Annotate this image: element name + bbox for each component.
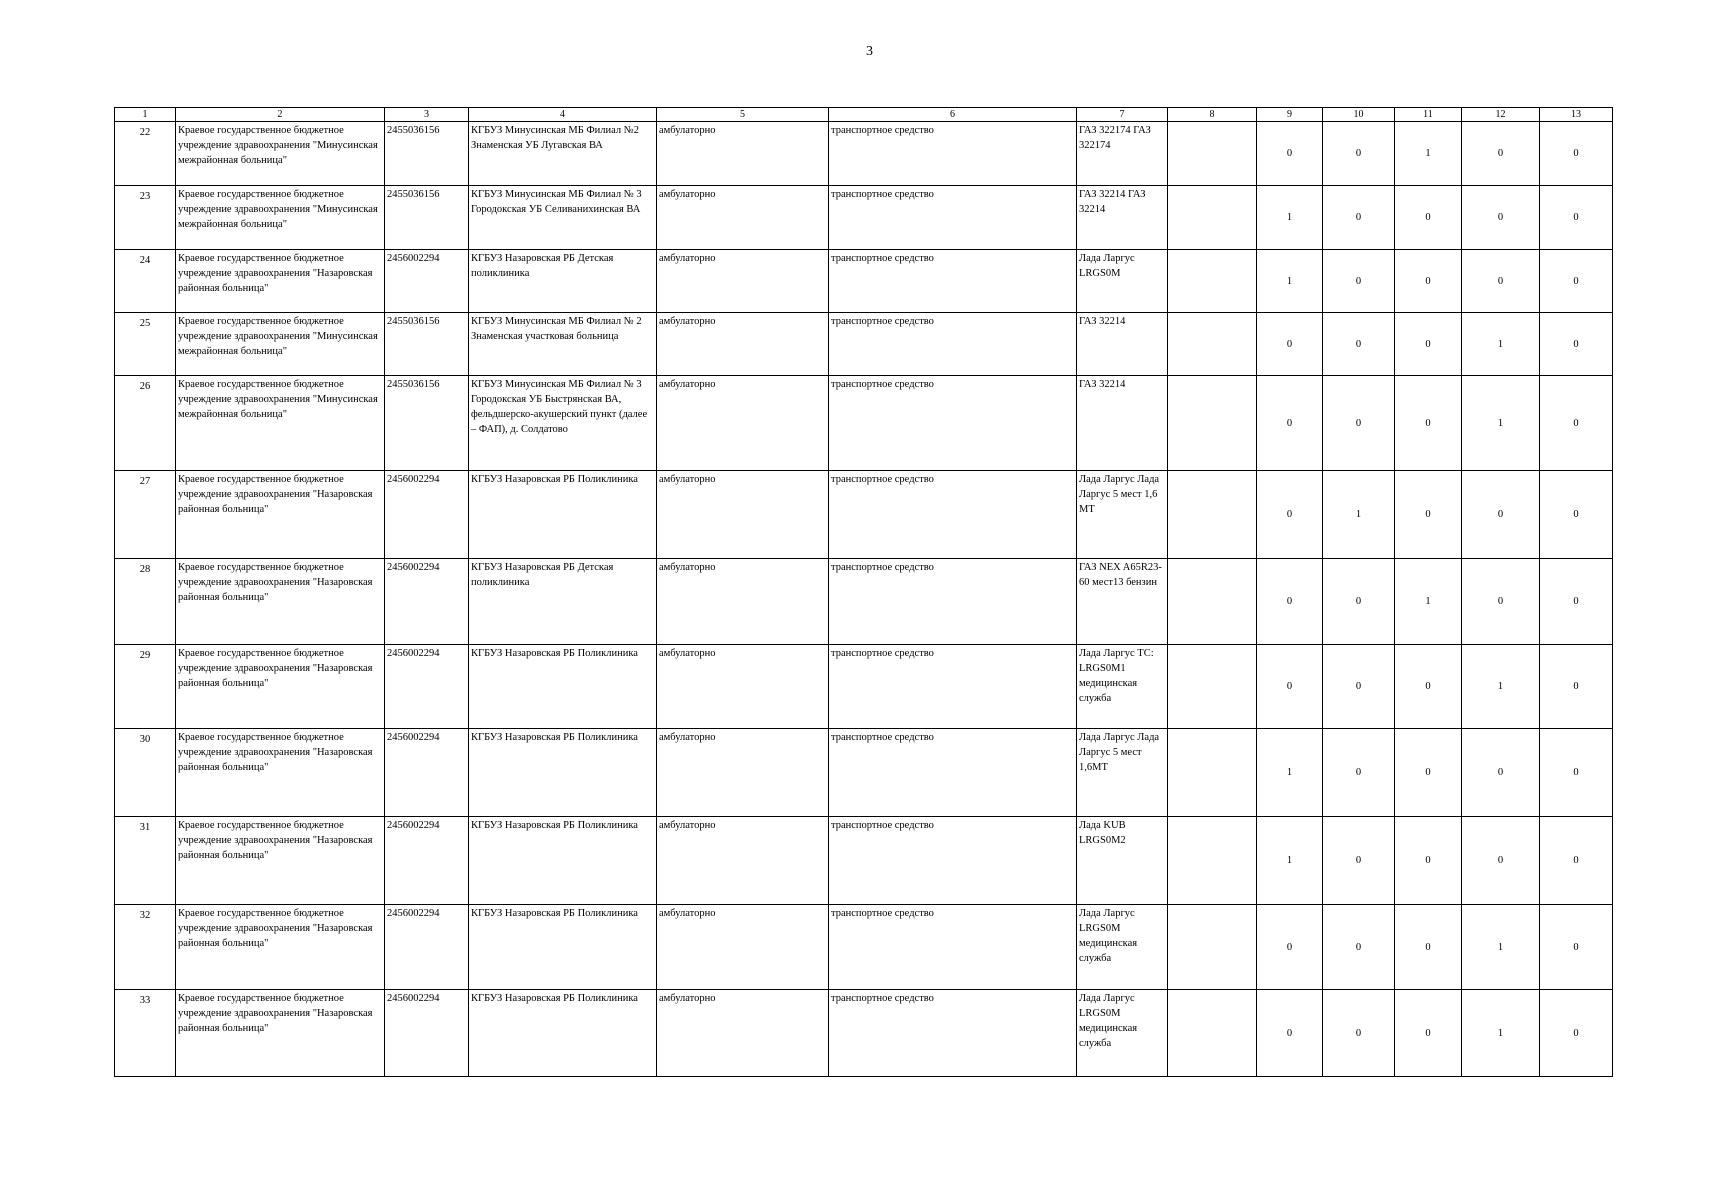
column-10-cell: 0 [1323, 313, 1395, 376]
vehicle-cell: Лада KUB LRGS0M2 [1077, 817, 1168, 905]
column-8-cell [1168, 729, 1257, 817]
column-11-cell: 0 [1395, 313, 1462, 376]
register-table-container [114, 107, 1613, 1077]
row-number: 24 [115, 250, 176, 313]
row-number: 29 [115, 645, 176, 729]
column-10-cell: 0 [1323, 376, 1395, 471]
care-type-cell: амбулаторно [657, 817, 829, 905]
column-8-cell [1168, 817, 1257, 905]
column-9-cell: 1 [1257, 817, 1323, 905]
column-12-cell: 1 [1462, 905, 1540, 990]
column-12-cell: 1 [1462, 376, 1540, 471]
care-type-cell: амбулаторно [657, 186, 829, 250]
resource-kind-cell: транспортное средство [829, 729, 1077, 817]
column-13-cell: 0 [1540, 559, 1613, 645]
column-13-cell: 0 [1540, 817, 1613, 905]
unit-cell: КГБУЗ Минусинская МБ Филиал № 2 Знаменская участковая больница [469, 313, 657, 376]
column-13-cell: 0 [1540, 905, 1613, 990]
table-row [115, 122, 1613, 186]
column-11-cell: 0 [1395, 990, 1462, 1077]
column-8-cell [1168, 559, 1257, 645]
column-10-cell: 0 [1323, 645, 1395, 729]
care-type-cell: амбулаторно [657, 250, 829, 313]
page-number: 3 [866, 44, 873, 59]
column-8-cell [1168, 186, 1257, 250]
column-12-cell: 0 [1462, 250, 1540, 313]
unit-cell: КГБУЗ Назаровская РБ Поликлиника [469, 990, 657, 1077]
row-number: 28 [115, 559, 176, 645]
vehicle-cell: Лада Ларгус Лада Ларгус 5 мест 1,6МТ [1077, 729, 1168, 817]
resource-kind-cell: транспортное средство [829, 990, 1077, 1077]
table-row [115, 559, 1613, 645]
column-10-cell: 0 [1323, 559, 1395, 645]
column-13-cell: 0 [1540, 250, 1613, 313]
vehicle-cell: Лада Ларгус LRGS0M медицинская служба [1077, 990, 1168, 1077]
column-13-cell: 0 [1540, 471, 1613, 559]
column-12-cell: 0 [1462, 729, 1540, 817]
column-12-cell: 0 [1462, 559, 1540, 645]
column-9-cell: 0 [1257, 559, 1323, 645]
care-type-cell: амбулаторно [657, 729, 829, 817]
column-header: 12 [1462, 108, 1540, 122]
unit-cell: КГБУЗ Назаровская РБ Поликлиника [469, 471, 657, 559]
column-9-cell: 0 [1257, 645, 1323, 729]
vehicle-cell: ГАЗ 32214 ГАЗ 32214 [1077, 186, 1168, 250]
unit-cell: КГБУЗ Назаровская РБ Поликлиника [469, 817, 657, 905]
column-13-cell: 0 [1540, 186, 1613, 250]
inn-cell: 2455036156 [385, 186, 469, 250]
column-13-cell: 0 [1540, 990, 1613, 1077]
column-9-cell: 0 [1257, 122, 1323, 186]
column-header: 3 [385, 108, 469, 122]
organization-cell: Краевое государственное бюджетное учреждение здравоохранения "Назаровская районная больница" [176, 990, 385, 1077]
care-type-cell: амбулаторно [657, 471, 829, 559]
vehicle-cell: Лада Ларгус Лада Ларгус 5 мест 1,6 МТ [1077, 471, 1168, 559]
column-9-cell: 0 [1257, 471, 1323, 559]
row-number: 32 [115, 905, 176, 990]
column-11-cell: 0 [1395, 376, 1462, 471]
column-11-cell: 1 [1395, 559, 1462, 645]
unit-cell: КГБУЗ Назаровская РБ Детская поликлиника [469, 250, 657, 313]
column-11-cell: 0 [1395, 471, 1462, 559]
vehicle-cell: Лада Ларгус LRGS0M медицинская служба [1077, 905, 1168, 990]
organization-cell: Краевое государственное бюджетное учреждение здравоохранения "Минусинская межрайонная больница" [176, 122, 385, 186]
column-8-cell [1168, 122, 1257, 186]
column-11-cell: 0 [1395, 729, 1462, 817]
care-type-cell: амбулаторно [657, 122, 829, 186]
organization-cell: Краевое государственное бюджетное учреждение здравоохранения "Назаровская районная больница" [176, 905, 385, 990]
unit-cell: КГБУЗ Назаровская РБ Поликлиника [469, 729, 657, 817]
care-type-cell: амбулаторно [657, 376, 829, 471]
table-row [115, 186, 1613, 250]
organization-cell: Краевое государственное бюджетное учреждение здравоохранения "Минусинская межрайонная больница" [176, 186, 385, 250]
column-12-cell: 0 [1462, 186, 1540, 250]
resource-kind-cell: транспортное средство [829, 376, 1077, 471]
table-row [115, 376, 1613, 471]
column-9-cell: 0 [1257, 376, 1323, 471]
column-header: 5 [657, 108, 829, 122]
column-11-cell: 1 [1395, 122, 1462, 186]
row-number: 22 [115, 122, 176, 186]
inn-cell: 2456002294 [385, 250, 469, 313]
table-row [115, 250, 1613, 313]
column-header: 8 [1168, 108, 1257, 122]
table-row [115, 471, 1613, 559]
care-type-cell: амбулаторно [657, 645, 829, 729]
column-13-cell: 0 [1540, 729, 1613, 817]
table-row [115, 990, 1613, 1077]
vehicle-cell: ГАЗ 322174 ГАЗ 322174 [1077, 122, 1168, 186]
column-11-cell: 0 [1395, 905, 1462, 990]
column-header: 9 [1257, 108, 1323, 122]
column-10-cell: 0 [1323, 817, 1395, 905]
inn-cell: 2456002294 [385, 817, 469, 905]
vehicle-cell: ГАЗ 32214 [1077, 376, 1168, 471]
column-9-cell: 1 [1257, 186, 1323, 250]
column-header: 10 [1323, 108, 1395, 122]
table-row [115, 313, 1613, 376]
column-10-cell: 0 [1323, 729, 1395, 817]
column-11-cell: 0 [1395, 817, 1462, 905]
unit-cell: КГБУЗ Назаровская РБ Поликлиника [469, 645, 657, 729]
column-header: 11 [1395, 108, 1462, 122]
column-12-cell: 0 [1462, 817, 1540, 905]
column-8-cell [1168, 645, 1257, 729]
table-row [115, 905, 1613, 990]
resource-kind-cell: транспортное средство [829, 122, 1077, 186]
organization-cell: Краевое государственное бюджетное учреждение здравоохранения "Минусинская межрайонная больница" [176, 376, 385, 471]
column-11-cell: 0 [1395, 250, 1462, 313]
column-8-cell [1168, 471, 1257, 559]
organization-cell: Краевое государственное бюджетное учреждение здравоохранения "Назаровская районная больница" [176, 645, 385, 729]
column-9-cell: 0 [1257, 990, 1323, 1077]
care-type-cell: амбулаторно [657, 990, 829, 1077]
table-row [115, 729, 1613, 817]
column-13-cell: 0 [1540, 376, 1613, 471]
unit-cell: КГБУЗ Минусинская МБ Филиал № 3 Городокская УБ Быстрянская ВА, фельдшерско-акушерский пункт (далее – ФАП), д. Солдатово [469, 376, 657, 471]
column-12-cell: 1 [1462, 990, 1540, 1077]
column-9-cell: 1 [1257, 250, 1323, 313]
care-type-cell: амбулаторно [657, 313, 829, 376]
row-number: 23 [115, 186, 176, 250]
column-header: 1 [115, 108, 176, 122]
column-13-cell: 0 [1540, 645, 1613, 729]
column-11-cell: 0 [1395, 645, 1462, 729]
unit-cell: КГБУЗ Назаровская РБ Детская поликлиника [469, 559, 657, 645]
resource-kind-cell: транспортное средство [829, 905, 1077, 990]
row-number: 26 [115, 376, 176, 471]
organization-cell: Краевое государственное бюджетное учреждение здравоохранения "Назаровская районная больница" [176, 559, 385, 645]
column-10-cell: 0 [1323, 990, 1395, 1077]
inn-cell: 2456002294 [385, 471, 469, 559]
column-8-cell [1168, 250, 1257, 313]
column-13-cell: 0 [1540, 122, 1613, 186]
column-8-cell [1168, 905, 1257, 990]
table-row [115, 645, 1613, 729]
vehicle-cell: ГАЗ 32214 [1077, 313, 1168, 376]
column-10-cell: 0 [1323, 250, 1395, 313]
column-10-cell: 0 [1323, 905, 1395, 990]
column-12-cell: 1 [1462, 645, 1540, 729]
column-11-cell: 0 [1395, 186, 1462, 250]
unit-cell: КГБУЗ Назаровская РБ Поликлиника [469, 905, 657, 990]
resource-kind-cell: транспортное средство [829, 471, 1077, 559]
column-9-cell: 0 [1257, 905, 1323, 990]
column-header: 13 [1540, 108, 1613, 122]
vehicle-cell: ГАЗ NEX A65R23-60 мест13 бензин [1077, 559, 1168, 645]
column-12-cell: 0 [1462, 471, 1540, 559]
column-header: 7 [1077, 108, 1168, 122]
column-header: 4 [469, 108, 657, 122]
organization-cell: Краевое государственное бюджетное учреждение здравоохранения "Назаровская районная больница" [176, 817, 385, 905]
unit-cell: КГБУЗ Минусинская МБ Филиал № 3 Городокская УБ Селиванихинская ВА [469, 186, 657, 250]
inn-cell: 2456002294 [385, 905, 469, 990]
inn-cell: 2456002294 [385, 729, 469, 817]
column-8-cell [1168, 990, 1257, 1077]
column-8-cell [1168, 376, 1257, 471]
resource-kind-cell: транспортное средство [829, 559, 1077, 645]
unit-cell: КГБУЗ Минусинская МБ Филиал №2 Знаменская УБ Лугавская ВА [469, 122, 657, 186]
inn-cell: 2456002294 [385, 645, 469, 729]
resource-kind-cell: транспортное средство [829, 186, 1077, 250]
resource-kind-cell: транспортное средство [829, 645, 1077, 729]
row-number: 33 [115, 990, 176, 1077]
care-type-cell: амбулаторно [657, 905, 829, 990]
care-type-cell: амбулаторно [657, 559, 829, 645]
column-number-header-row [115, 108, 1613, 122]
column-12-cell: 1 [1462, 313, 1540, 376]
resource-kind-cell: транспортное средство [829, 250, 1077, 313]
column-header: 2 [176, 108, 385, 122]
column-10-cell: 1 [1323, 471, 1395, 559]
table-row [115, 817, 1613, 905]
organization-cell: Краевое государственное бюджетное учреждение здравоохранения "Назаровская районная больница" [176, 250, 385, 313]
vehicle-cell: Лада Ларгус ТС: LRGS0M1 медицинская служба [1077, 645, 1168, 729]
column-10-cell: 0 [1323, 122, 1395, 186]
column-13-cell: 0 [1540, 313, 1613, 376]
row-number: 27 [115, 471, 176, 559]
resource-kind-cell: транспортное средство [829, 313, 1077, 376]
register-table [114, 107, 1613, 1077]
column-8-cell [1168, 313, 1257, 376]
row-number: 30 [115, 729, 176, 817]
row-number: 31 [115, 817, 176, 905]
column-header: 6 [829, 108, 1077, 122]
inn-cell: 2455036156 [385, 122, 469, 186]
column-12-cell: 0 [1462, 122, 1540, 186]
vehicle-cell: Лада Ларгус LRGS0M [1077, 250, 1168, 313]
inn-cell: 2456002294 [385, 559, 469, 645]
row-number: 25 [115, 313, 176, 376]
resource-kind-cell: транспортное средство [829, 817, 1077, 905]
inn-cell: 2455036156 [385, 313, 469, 376]
organization-cell: Краевое государственное бюджетное учреждение здравоохранения "Назаровская районная больница" [176, 729, 385, 817]
column-10-cell: 0 [1323, 186, 1395, 250]
column-9-cell: 0 [1257, 313, 1323, 376]
organization-cell: Краевое государственное бюджетное учреждение здравоохранения "Минусинская межрайонная больница" [176, 313, 385, 376]
column-9-cell: 1 [1257, 729, 1323, 817]
inn-cell: 2456002294 [385, 990, 469, 1077]
organization-cell: Краевое государственное бюджетное учреждение здравоохранения "Назаровская районная больница" [176, 471, 385, 559]
inn-cell: 2455036156 [385, 376, 469, 471]
